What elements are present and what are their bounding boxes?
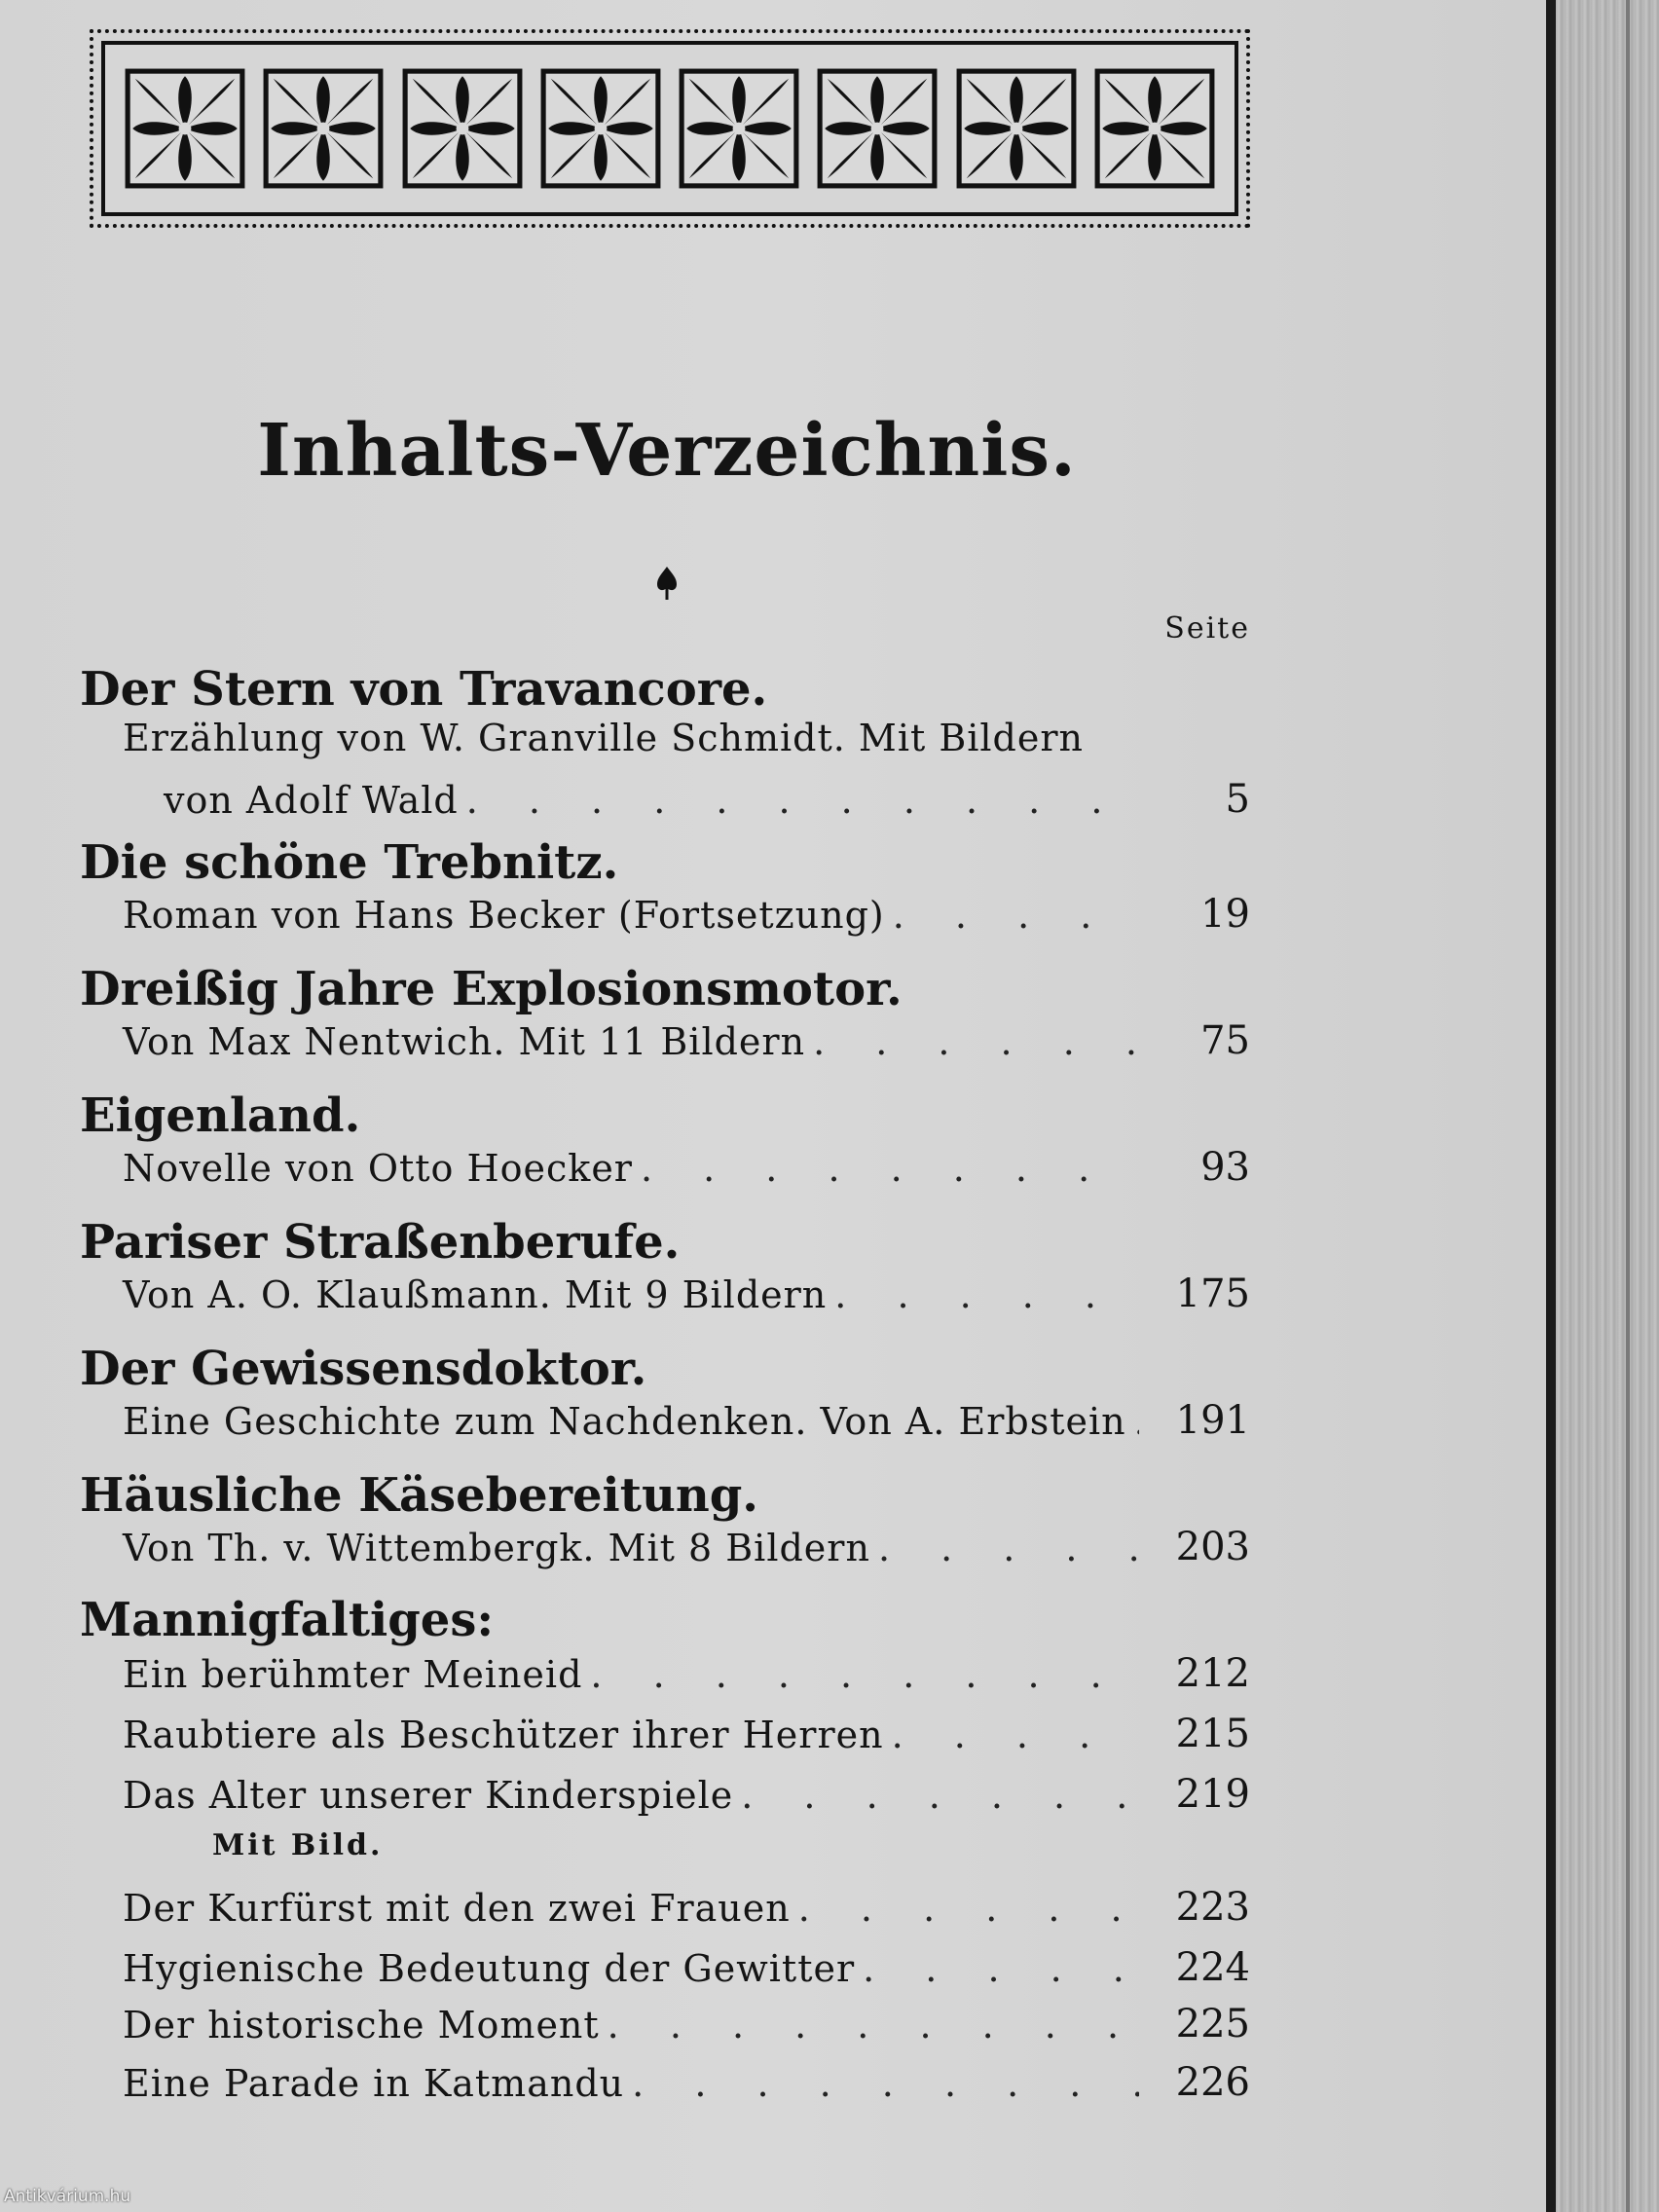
toc-line-text: Der Kurfürst mit den zwei Frauen <box>123 1887 791 1930</box>
toc-heading: Der Stern von Travancore. <box>80 662 768 717</box>
toc-heading: Häusliche Käsebereitung. <box>80 1468 759 1523</box>
dot-leader <box>798 1887 1139 1930</box>
toc-line-text: Raubtiere als Beschützer ihrer Herren <box>123 1714 884 1756</box>
dot-leader <box>466 779 1139 822</box>
toc-line-text: Von Max Nentwich. Mit 11 Bildern <box>123 1020 806 1063</box>
dot-leader <box>813 1020 1139 1063</box>
page-stack-edge <box>1556 0 1659 2212</box>
toc-line <box>123 2004 1147 2046</box>
toc-page-number: 191 <box>1175 1398 1250 1443</box>
toc-line <box>123 1400 1147 1443</box>
toc-page-number: 212 <box>1175 1651 1250 1696</box>
toc-line-text: Roman von Hans Becker (Fortsetzung) <box>123 894 885 937</box>
toc-line-text: Eine Parade in Katmandu <box>123 2062 625 2105</box>
dot-leader <box>590 1653 1139 1696</box>
toc-line <box>123 1887 1147 1930</box>
toc-line-text: Eine Geschichte zum Nachdenken. Von A. Erbstein <box>123 1400 1126 1443</box>
toc-line <box>123 1774 1147 1817</box>
toc-line <box>123 1527 1147 1569</box>
toc-page-number: 223 <box>1175 1885 1250 1930</box>
toc-line-text: Hygienische Bedeutung der Gewitter <box>123 1947 856 1990</box>
toc-line <box>123 717 1147 759</box>
toc-heading: Dreißig Jahre Explosionsmotor. <box>80 962 903 1016</box>
dot-leader <box>892 1714 1139 1756</box>
toc-page-number: 215 <box>1175 1712 1250 1756</box>
toc-line-text: Novelle von Otto Hoecker <box>123 1147 633 1190</box>
toc-line <box>123 2062 1147 2105</box>
toc-line-text: Von Th. v. Wittembergk. Mit 8 Bildern <box>123 1527 870 1569</box>
toc-line-text: Ein berühmter Meineid <box>123 1653 583 1696</box>
toc-heading: Mannigfaltiges: <box>80 1593 495 1647</box>
dot-leader <box>893 894 1139 937</box>
toc-line <box>123 1020 1147 1063</box>
dot-leader <box>632 2062 1139 2105</box>
toc-line-text: Von A. O. Klaußmann. Mit 9 Bildern <box>123 1273 828 1316</box>
toc-line <box>123 1273 1147 1316</box>
toc-line <box>123 1947 1147 1990</box>
toc-page-number: 219 <box>1175 1772 1250 1817</box>
dot-leader <box>878 1527 1139 1569</box>
toc-line <box>164 779 1147 822</box>
toc-page-number: 226 <box>1175 2060 1250 2105</box>
dot-leader <box>1134 1400 1139 1443</box>
toc-page-number: 175 <box>1175 1272 1250 1316</box>
dot-leader <box>641 1147 1139 1190</box>
toc-line <box>123 1714 1147 1756</box>
toc-heading: Die schöne Trebnitz. <box>80 835 619 890</box>
book-spine-shadow <box>1546 0 1556 2212</box>
toc-heading: Pariser Straßenberufe. <box>80 1215 681 1270</box>
toc-line <box>123 894 1147 937</box>
toc-line-text: Der historische Moment <box>123 2004 600 2046</box>
toc-page-number: 5 <box>1225 777 1250 822</box>
toc-heading: Eigenland. <box>80 1088 361 1143</box>
toc-page-number: 75 <box>1200 1018 1250 1063</box>
toc-line-text: von Adolf Wald <box>164 779 459 822</box>
toc-line-text: Erzählung von W. Granville Schmidt. Mit Bildern <box>123 717 1084 759</box>
toc-line <box>123 1653 1147 1696</box>
dot-leader <box>834 1273 1139 1316</box>
page-title: Inhalts-Verzeichnis. <box>257 409 1077 493</box>
toc-line <box>123 1147 1147 1190</box>
dot-leader <box>741 1774 1139 1817</box>
toc-page-number: 224 <box>1175 1945 1250 1990</box>
toc-line-note: Mit Bild. <box>212 1828 384 1862</box>
toc-heading: Der Gewissensdoktor. <box>80 1342 647 1396</box>
dot-leader <box>608 2004 1139 2046</box>
page-column-label: Seite <box>1164 611 1250 645</box>
toc-page-number: 93 <box>1200 1145 1250 1190</box>
toc-page-number: 225 <box>1175 2002 1250 2046</box>
toc-page-number: 19 <box>1200 892 1250 937</box>
watermark-text: Antikvárium.hu <box>4 2187 131 2206</box>
toc-page-number: 203 <box>1175 1525 1250 1569</box>
dot-leader <box>863 1947 1139 1990</box>
toc-line-text: Das Alter unserer Kinderspiele <box>123 1774 734 1817</box>
